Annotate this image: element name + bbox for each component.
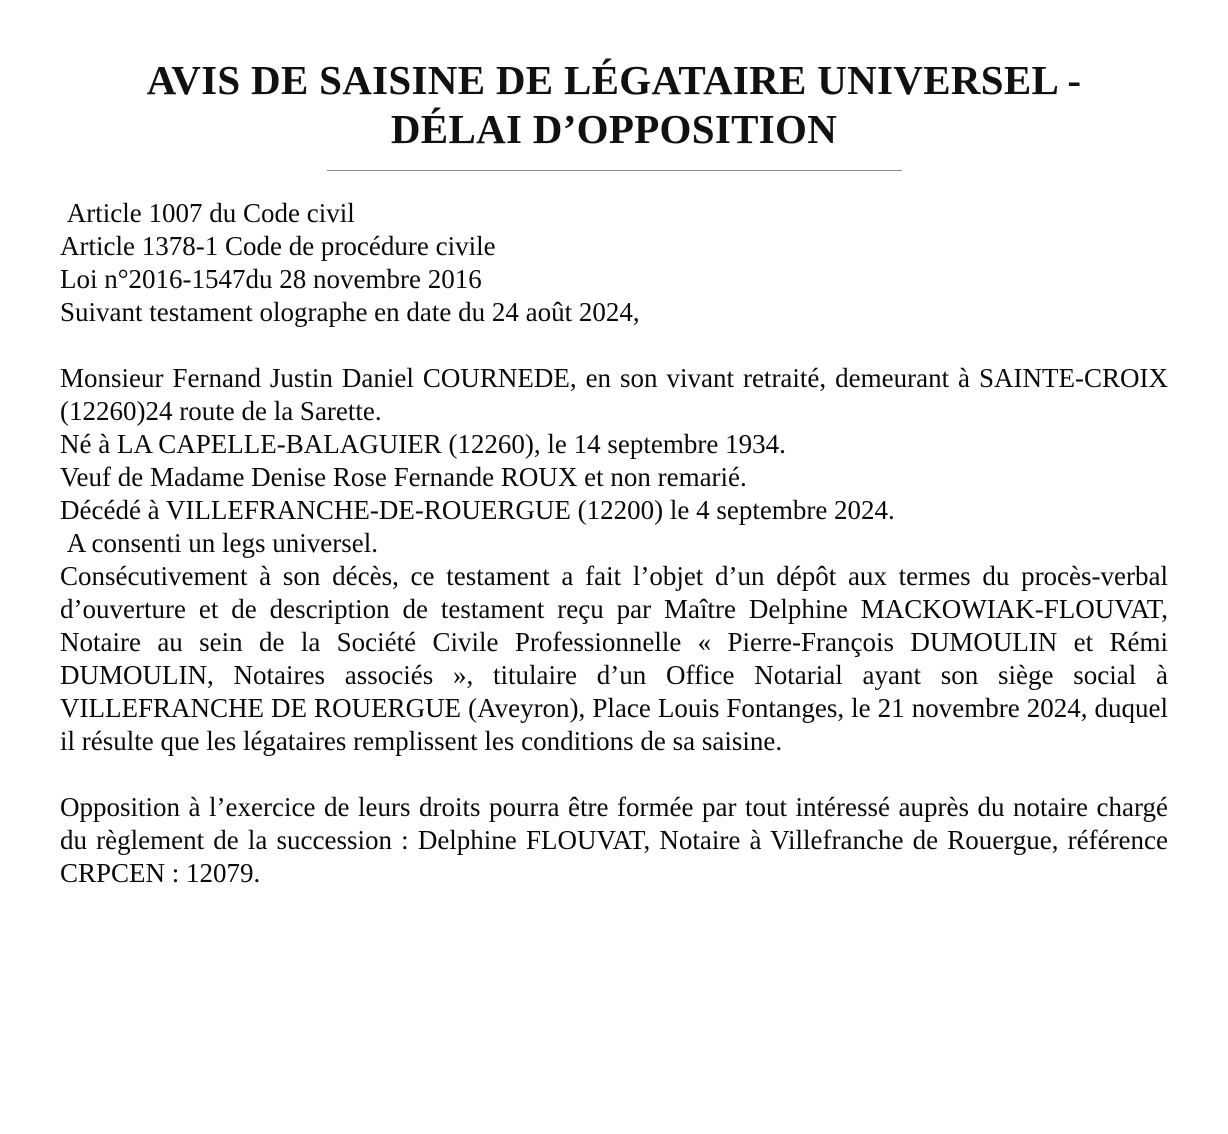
paragraph-marital-status: Veuf de Madame Denise Rose Fernande ROUX et non remarié. xyxy=(60,462,747,493)
title-line-1: AVIS DE SAISINE DE LÉGATAIRE UNIVERSEL - xyxy=(146,57,1082,103)
paragraph-legs-universel: A consenti un legs universel. xyxy=(60,528,378,559)
intro-line-loi: Loi n°2016-1547du 28 novembre 2016 xyxy=(60,264,482,295)
paragraph-depot-testament: Consécutivement à son décès, ce testament a fait l’objet d’un dépôt aux termes du procès-verbal d’ouverture et de description de testament reçu par Maître Delphine MACKOWIAK-FLOUVAT, Notaire au sein de la Société Civile Professionnelle « Pierre-François DUMOULIN et Rémi DUMOULIN, Notaires associés », titulaire d’un Office Notarial ayant son siège social à VILLEFRANCHE DE ROUERGUE (Aveyron), Place Louis Fontanges, le 21 novembre 2024, duquel il résulte que les légataires remplissent les conditions de sa saisine. xyxy=(60,561,1175,757)
title-divider xyxy=(327,170,902,171)
title-line-2: DÉLAI D’OPPOSITION xyxy=(390,106,838,153)
paragraph-birth: Né à LA CAPELLE-BALAGUIER (12260), le 14 septembre 1934. xyxy=(60,429,786,460)
paragraph-spacer xyxy=(60,758,1168,791)
paragraph-spacer xyxy=(60,329,1168,362)
closing-paragraph-opposition: Opposition à l’exercice de leurs droits pourra être formée par tout intéressé auprès du notaire chargé du règlement de la succession : Delphine FLOUVAT, Notaire à Villefranche de Rouergue, référence CRPCEN : 12079. xyxy=(60,792,1175,889)
paragraph-deceased-identity: Monsieur Fernand Justin Daniel COURNEDE, en son vivant retraité, demeurant à SAINTE-CROIX (12260)24 route de la Sarette. xyxy=(60,363,1175,427)
intro-line-testament: Suivant testament olographe en date du 24 août 2024, xyxy=(60,297,640,328)
document-title xyxy=(40,56,1188,154)
paragraph-death: Décédé à VILLEFRANCHE-DE-ROUERGUE (12200) le 4 septembre 2024. xyxy=(60,495,895,526)
document-body xyxy=(60,197,1175,890)
intro-line-article-1007: Article 1007 du Code civil xyxy=(60,198,355,229)
intro-line-article-1378: Article 1378-1 Code de procédure civile xyxy=(60,231,496,262)
